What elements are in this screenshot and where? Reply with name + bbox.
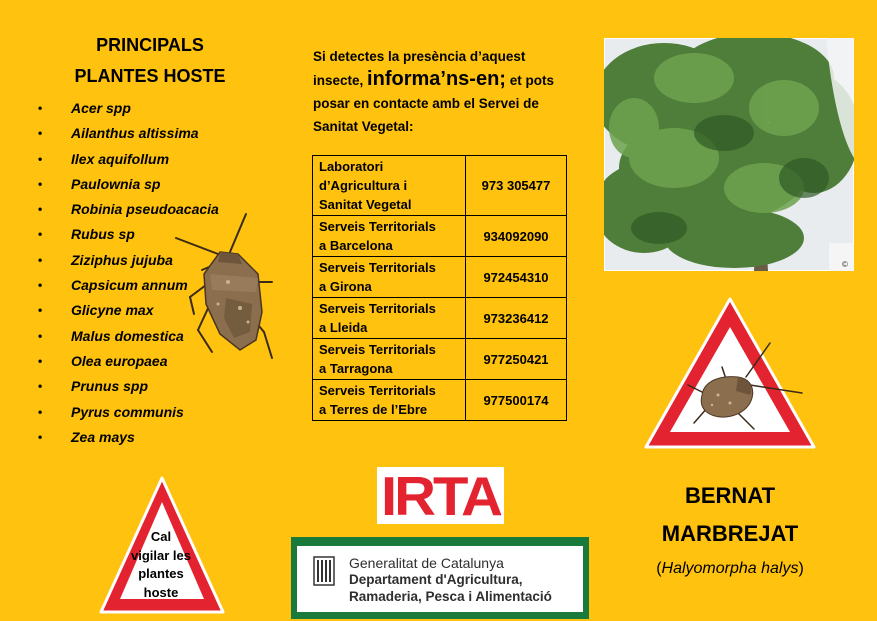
contact-organization-line: a Tarragona <box>319 361 393 376</box>
host-plant-item: • Pyrus communis <box>38 402 219 427</box>
intro-start: Si detectes la presència d’aquest insecte, <box>313 49 526 88</box>
intro-emphasis: informa’ns-en; <box>367 68 506 90</box>
gencat-logo-panel <box>297 546 583 612</box>
contact-phone: 972454310 <box>466 257 567 298</box>
gencat-department-line1: Departament d'Agricultura, <box>349 572 523 587</box>
gencat-department-line2: Ramaderia, Pesca i Alimentació <box>349 589 552 604</box>
contact-organization <box>313 156 466 216</box>
contact-row <box>313 156 567 216</box>
host-plant-item: • Ziziphus jujuba <box>38 250 219 275</box>
host-plant-item: • Capsicum annum <box>38 275 219 300</box>
host-plant-item: • Ailanthus altissima <box>38 123 219 148</box>
tree-photo <box>604 38 854 271</box>
contact-organization-line: a Lleida <box>319 320 368 335</box>
contact-row <box>313 298 567 339</box>
warning-line: hoste <box>143 584 179 600</box>
scientific-name-text: Halyomorpha halys <box>661 560 799 577</box>
contact-organization-line: a Terres de l’Ebre <box>319 402 428 417</box>
host-plants-title <box>30 30 270 92</box>
species-scientific-name: (Halyomorpha halys) <box>656 560 804 577</box>
species-name-line1: BERNAT <box>684 483 776 508</box>
contact-row <box>313 339 567 380</box>
stink-bug-illustration <box>168 212 280 362</box>
contact-organization-line: Laboratori <box>319 159 384 174</box>
contact-row <box>313 380 567 421</box>
contact-phone: 977250421 <box>466 339 567 380</box>
species-name-line2: MARBREJAT <box>661 521 799 546</box>
warning-line: plantes <box>138 566 184 581</box>
contact-organization-line: Serveis Territorials <box>319 260 436 275</box>
contact-organization-line: a Barcelona <box>319 238 393 253</box>
contact-organization <box>313 298 466 339</box>
contact-organization <box>313 380 466 421</box>
host-plants-title-line2: PLANTES HOSTE <box>74 66 226 86</box>
gencat-logo-icon <box>313 556 335 586</box>
contact-organization-line: a Girona <box>319 279 372 294</box>
contact-organization-line: Serveis Territorials <box>319 301 436 316</box>
host-plants-title-line1: PRINCIPALS <box>96 35 204 55</box>
host-plant-item: • Malus domestica <box>38 326 219 351</box>
host-plant-item: • Glicyne max <box>38 300 219 325</box>
irta-logo-text: IRTA <box>380 465 500 528</box>
photo-credit: © <box>842 260 848 269</box>
warning-message <box>118 528 204 602</box>
host-plant-item: • Robinia pseudoacacia <box>38 199 219 224</box>
species-common-name <box>630 477 830 553</box>
warning-line: Cal <box>150 529 172 544</box>
contact-organization-line: Serveis Territorials <box>319 383 436 398</box>
contacts-table <box>312 155 567 421</box>
contact-organization-line: d’Agricultura i <box>319 178 408 193</box>
host-plant-item: • Prunus spp <box>38 376 219 401</box>
contact-phone: 973236412 <box>466 298 567 339</box>
contact-phone: 934092090 <box>466 216 567 257</box>
host-plant-item: • Ilex aquifollum <box>38 149 219 174</box>
contact-phone: 973 305477 <box>466 156 567 216</box>
warning-triangle-bug-icon <box>642 295 818 453</box>
host-plant-item: • Zea mays <box>38 427 219 452</box>
contact-organization <box>313 216 466 257</box>
host-plant-item: • Acer spp <box>38 98 219 123</box>
contact-organization-line: Serveis Territorials <box>319 219 436 234</box>
contact-phone: 977500174 <box>466 380 567 421</box>
host-plant-item: • Rubus sp <box>38 224 219 249</box>
contact-organization-line: Serveis Territorials <box>319 342 436 357</box>
warning-line: vigilar les <box>131 547 191 563</box>
intro-end: et pots posar en contacte amb el Servei de Sanitat Vegetal: <box>313 73 554 134</box>
contact-row <box>313 257 567 298</box>
gencat-name: Generalitat de Catalunya <box>349 555 504 571</box>
gencat-logo-banner <box>291 537 589 619</box>
contact-intro <box>313 45 573 138</box>
contact-organization-line: Sanitat Vegetal <box>319 197 412 212</box>
contact-row <box>313 216 567 257</box>
contacts-table-body <box>313 156 567 421</box>
contact-organization <box>313 257 466 298</box>
host-plant-item: • Olea europaea <box>38 351 219 376</box>
contact-organization <box>313 339 466 380</box>
host-plant-item: • Paulownia sp <box>38 174 219 199</box>
irta-logo <box>377 465 504 528</box>
